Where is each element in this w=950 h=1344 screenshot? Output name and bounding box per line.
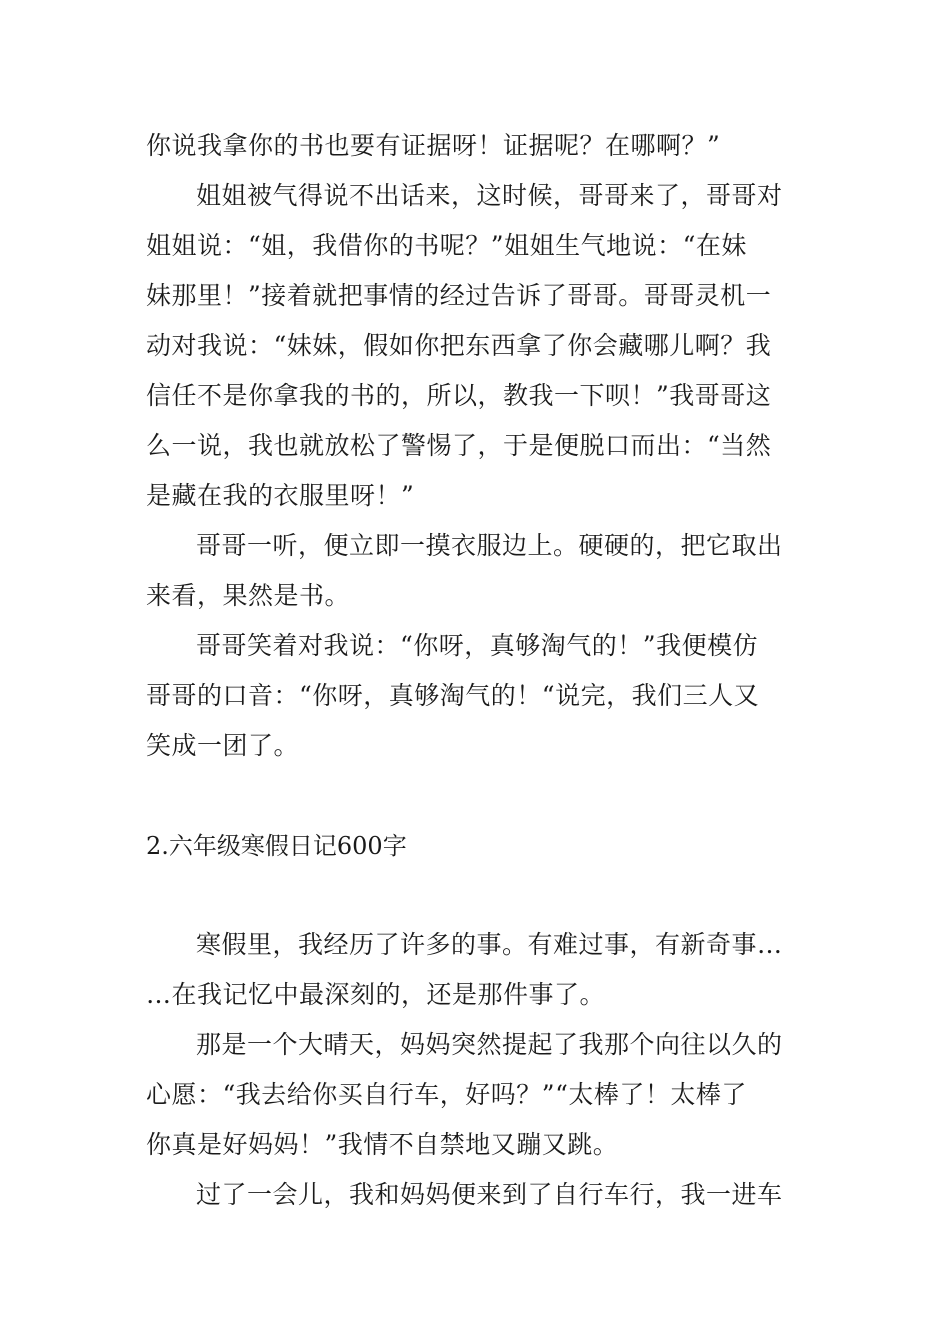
text-line: 姐姐说：“姐，我借你的书呢？”姐姐生气地说：“在妹 bbox=[146, 231, 747, 260]
paragraph-first-line: 哥哥笑着对我说：“你呀，真够淘气的！”我便模仿 bbox=[196, 631, 759, 660]
text-line: 哥哥的口音：“你呀，真够淘气的！“说完，我们三人又 bbox=[146, 681, 760, 710]
paragraph-first-line: 姐姐被气得说不出话来，这时候，哥哥来了，哥哥对 bbox=[196, 181, 783, 210]
text-line: 来看，果然是书。 bbox=[146, 581, 351, 610]
text-line: 笑成一团了。 bbox=[146, 731, 300, 760]
paragraph-first-line: 寒假里，我经历了许多的事。有难过事，有新奇事… bbox=[196, 930, 783, 959]
paragraph-first-line: 那是一个大晴天，妈妈突然提起了我那个向往以久的 bbox=[196, 1030, 783, 1059]
paragraph-first-line: 过了一会儿，我和妈妈便来到了自行车行，我一进车 bbox=[196, 1180, 783, 1209]
text-line: 信任不是你拿我的书的，所以，教我一下呗！”我哥哥这 bbox=[146, 381, 772, 410]
text-line: …在我记忆中最深刻的，还是那件事了。 bbox=[146, 980, 606, 1009]
text-line: 是藏在我的衣服里呀！” bbox=[146, 481, 415, 510]
text-line: 你说我拿你的书也要有证据呀！证据呢？在哪啊？” bbox=[146, 131, 721, 160]
section-heading: 2.六年级寒假日记600字 bbox=[146, 832, 407, 860]
text-line: 妹那里！”接着就把事情的经过告诉了哥哥。哥哥灵机一 bbox=[146, 281, 772, 310]
paragraph-first-line: 哥哥一听，便立即一摸衣服边上。硬硬的，把它取出 bbox=[196, 531, 783, 560]
text-line: 心愿：“我去给你买自行车，好吗？”“太棒了！太棒了 bbox=[146, 1080, 747, 1109]
text-line: 动对我说：“妹妹，假如你把东西拿了你会藏哪儿啊？我 bbox=[146, 331, 772, 360]
text-line: 你真是好妈妈！”我情不自禁地又蹦又跳。 bbox=[146, 1130, 619, 1159]
text-line: 么一说，我也就放松了警惕了，于是便脱口而出：“当然 bbox=[146, 431, 772, 460]
